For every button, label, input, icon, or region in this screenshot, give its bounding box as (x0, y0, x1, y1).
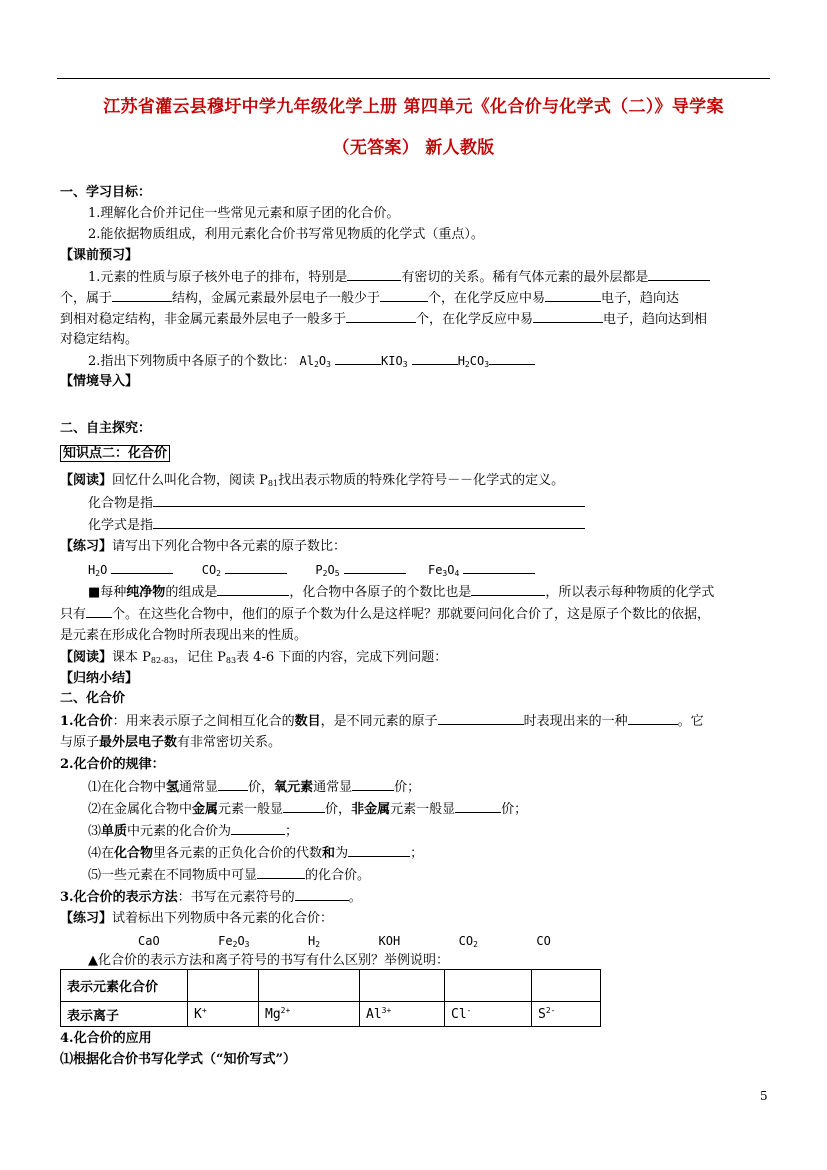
ion-cell: $S^{2-}$ (532, 1002, 601, 1027)
exercise-2: 【练习】试着标出下列物质中各元素的化合价： (60, 911, 334, 926)
blank[interactable] (153, 516, 585, 529)
table-header-valence: 表示元素化合价 (61, 970, 188, 1002)
page-title-line1: 江苏省灌云县穆圩中学九年级化学上册 第四单元《化合价与化学式（二）》导学案 (103, 97, 724, 117)
page-number: 5 (760, 1089, 768, 1103)
rule-1: ⑴在化合物中氢通常显 价，氧元素通常显 价； (88, 780, 421, 795)
valence-def-line-2: 与原子最外层电子数有非常密切关系。 (60, 735, 282, 750)
table-cell[interactable] (360, 970, 445, 1002)
valence-heading: 二、化合价 (60, 691, 126, 706)
read-2: 【阅读】课本 $P_{82-83}$，记住 $P_{83}$表 4-6 下面的内容，完成下列问题： (60, 650, 448, 665)
blank[interactable] (471, 583, 545, 596)
blank[interactable] (628, 712, 678, 725)
valence-def-line-1: 1.化合价：用来表示原子之间相互化合的数目，是不同元素的原子 时表现出来的一种 。它 (60, 714, 704, 729)
blank[interactable] (346, 310, 416, 323)
page-title-line2: （无答案） 新人教版 (332, 138, 495, 158)
blank[interactable] (648, 268, 710, 281)
blank[interactable] (545, 289, 601, 302)
table-cell[interactable] (259, 970, 360, 1002)
blank[interactable] (335, 352, 381, 365)
valence-rules-heading: 2.化合价的规律： (60, 757, 165, 772)
table-header-ion: 表示离子 (61, 1002, 188, 1027)
rule-4: ⑷在化合物里各元素的正负化合价的代数和为 ； (88, 846, 424, 861)
preview-line-3: 到相对稳定结构，非金属元素最外层电子一般多于 个，在化学反应中易 电子，趋向达到相 (60, 312, 708, 327)
ion-cell: $Mg^{2+}$ (259, 1002, 360, 1027)
table-cell[interactable] (445, 970, 532, 1002)
ion-cell: $Al^{3+}$ (360, 1002, 445, 1027)
application-heading: 4.化合价的应用 (60, 1031, 152, 1046)
valence-vs-ion-table (60, 969, 601, 1027)
header-rule (57, 78, 770, 79)
rule-3: ⑶单质中元素的化合价为 ； (88, 824, 299, 839)
definition-formula: 化学式是指 (88, 516, 585, 535)
blank[interactable] (533, 310, 603, 323)
paragraph-line-2: 只有 个。在这些化合物中，他们的原子个数为什么是这样呢？那就要问问化合价了，这是原子个数比的依据， (60, 607, 711, 622)
preview-line-4: 对稳定结构。 (60, 332, 139, 347)
blank[interactable] (153, 494, 585, 507)
blank[interactable] (257, 866, 305, 879)
application-item-1: ⑴根据化合价书写化学式（“知价写式”） (60, 1052, 296, 1067)
blank[interactable] (86, 605, 112, 618)
section-explore-heading: 二、自主探究： (60, 421, 152, 436)
read-1: 【阅读】回忆什么叫化合物，阅读 $P_{81}$找出表示物质的特殊化学符号－－化学式的定义。 (60, 473, 565, 488)
blank[interactable] (112, 289, 172, 302)
goal-1: 1.理解化合价并记住一些常见元素和原子团的化合价。 (88, 206, 400, 221)
summary-heading: 【归纳小结】 (60, 671, 139, 686)
section-goals-heading: 一、学习目标： (60, 185, 152, 200)
blank[interactable] (489, 352, 535, 365)
exercise-2-substances: CaO $Fe_2O_3$ $H_2$ KOH $CO_2$ CO (138, 934, 551, 949)
rule-2: ⑵在金属化合物中金属元素一般显 价，非金属元素一般显 价； (88, 802, 528, 817)
blank[interactable] (295, 888, 349, 901)
blank[interactable] (231, 822, 285, 835)
blank[interactable] (218, 778, 248, 791)
blank[interactable] (217, 583, 289, 596)
blank[interactable] (352, 778, 394, 791)
paragraph-line-1: ■每种纯净物的组成是 ，化合物中各原子的个数比也是 ，所以表示每种物质的化学式 (88, 585, 715, 600)
exercise-1-compounds: $H_2O$ $CO_2$ $P_2O_5$ $Fe_3O_4$ (88, 561, 535, 580)
blank[interactable] (344, 561, 406, 574)
blank[interactable] (347, 268, 401, 281)
exercise-1: 【练习】请写出下列化合物中各元素的原子数比： (60, 539, 347, 554)
intro-heading: 【情境导入】 (60, 374, 139, 389)
paragraph-line-3: 是元素在形成化合物时所表现出来的性质。 (60, 628, 308, 643)
table-row (61, 970, 601, 1002)
valence-method: 3.化合价的表示方法：书写在元素符号的 。 (60, 890, 362, 905)
knowledge-point-label: 知识点二：化合价 (60, 445, 170, 463)
preview-line-5: 2.指出下列物质中各原子的个数比： $Al_2O_3$ $KIO_3$ $H_2CO_3$ (88, 352, 535, 371)
preview-line-2: 个，属于 结构，金属元素最外层电子一般少于 个，在化学反应中易 电子，趋向达 (60, 291, 680, 306)
table-row (61, 1002, 601, 1027)
preview-line-1: 1.元素的性质与原子核外电子的排布，特别是 有密切的关系。稀有气体元素的最外层都是 (88, 268, 710, 287)
blank[interactable] (455, 800, 501, 813)
blank[interactable] (412, 352, 458, 365)
rule-5: ⑸一些元素在不同物质中可显 的化合价。 (88, 868, 371, 883)
blank[interactable] (225, 561, 287, 574)
goal-2: 2.能依据物质组成，利用元素化合价书写常见物质的化学式（重点）。 (88, 227, 484, 242)
blank[interactable] (111, 561, 173, 574)
question-difference: ▲化合价的表示方法和离子符号的书写有什么区别？举例说明： (88, 953, 449, 968)
blank[interactable] (283, 800, 325, 813)
ion-cell: K+ (188, 1002, 259, 1027)
blank[interactable] (380, 289, 428, 302)
definition-compound: 化合物是指 (88, 494, 585, 513)
ion-cell: Cl- (445, 1002, 532, 1027)
blank[interactable] (348, 844, 410, 857)
blank[interactable] (438, 712, 524, 725)
table-cell[interactable] (188, 970, 259, 1002)
blank[interactable] (463, 561, 535, 574)
table-cell[interactable] (532, 970, 601, 1002)
preview-heading: 【课前预习】 (60, 248, 139, 263)
